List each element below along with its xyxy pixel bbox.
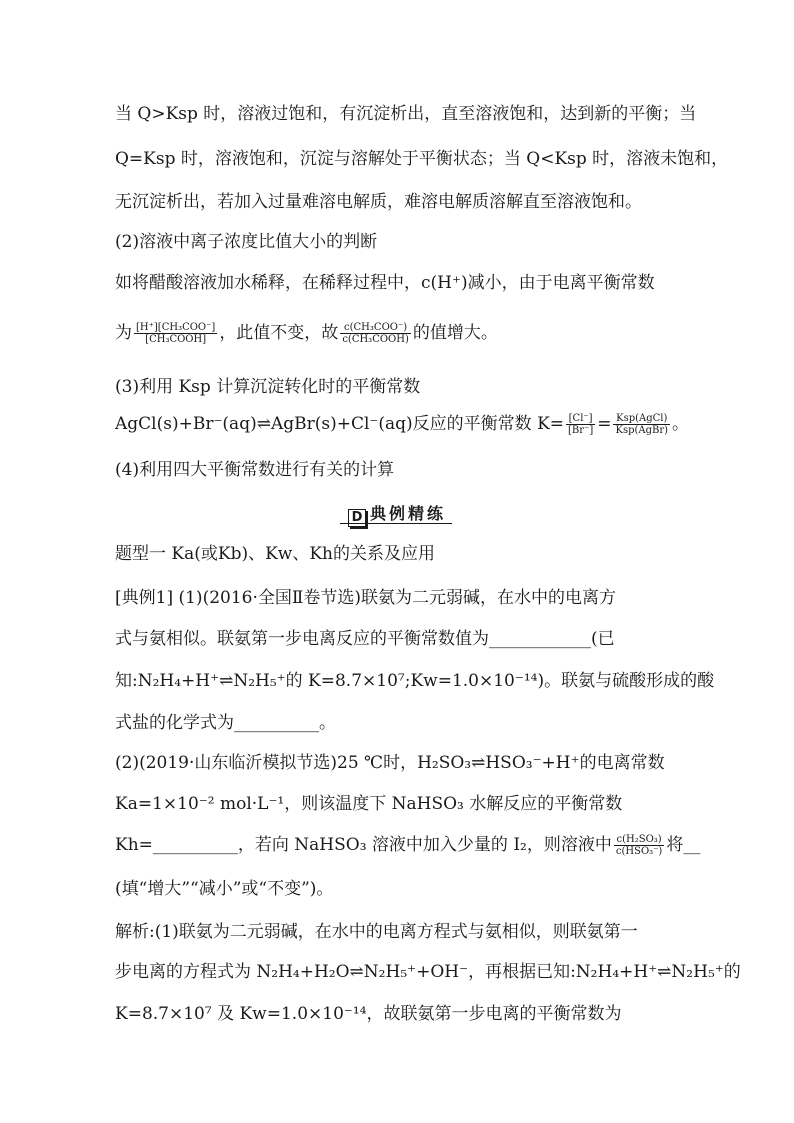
fraction bbox=[340, 322, 411, 345]
text-segment: ，此值不变，故 bbox=[219, 323, 339, 343]
d-box-icon: D bbox=[348, 509, 366, 527]
text-line: 式盐的化学式为__________。 bbox=[115, 713, 336, 733]
text-line: 题型一 Ka(或Kb)、Kw、Kh的关系及应用 bbox=[115, 544, 435, 564]
text-segment: 。 bbox=[672, 414, 690, 434]
text-line: K=8.7×10⁷ 及 Kw=1.0×10⁻¹⁴，故联氨第一步电离的平衡常数为 bbox=[115, 1004, 622, 1024]
heading-underline bbox=[340, 523, 452, 524]
section-title: 典例精练 bbox=[369, 504, 446, 523]
text-line: 如将醋酸溶液加水稀释，在稀释过程中，c(H⁺)减小，由于电离平衡常数 bbox=[115, 273, 655, 293]
text-line: (2)(2019·山东临沂模拟节选)25 ℃时，H₂SO₃⇌HSO₃⁻+H⁺的电离常数 bbox=[115, 753, 665, 773]
fraction bbox=[566, 413, 595, 436]
fraction bbox=[134, 322, 217, 345]
text-segment: Kh=__________，若向 NaHSO₃ 溶液中加入少量的 I₂，则溶液中 bbox=[115, 835, 612, 855]
text-line: (3)利用 Ksp 计算沉淀转化时的平衡常数 bbox=[115, 377, 421, 397]
text-segment: 为 bbox=[115, 323, 132, 343]
fraction-numerator: c(CH₃COO⁻) bbox=[340, 322, 411, 334]
text-line: Q=Ksp 时，溶液饱和，沉淀与溶解处于平衡状态；当 Q<Ksp 时，溶液未饱和， bbox=[115, 149, 729, 169]
text-segment: 将__ bbox=[666, 835, 701, 855]
text-line: (2)溶液中离子浓度比值大小的判断 bbox=[115, 232, 378, 252]
fraction-denominator: [Br⁻] bbox=[568, 425, 594, 436]
text-line: 式与氨相似。联氨第一步电离反应的平衡常数值为____________(已 bbox=[115, 629, 615, 649]
fraction-denominator: [CH₃COOH] bbox=[145, 334, 207, 345]
fraction-numerator: [H⁺][CH₃COO⁻] bbox=[136, 322, 216, 333]
text-line: Ka=1×10⁻² mol·L⁻¹，则该温度下 NaHSO₃ 水解反应的平衡常数 bbox=[115, 794, 623, 814]
text-line: 解析:(1)联氨为二元弱碱，在水中的电离方程式与氨相似，则联氨第一 bbox=[115, 922, 638, 942]
text-line: (4)利用四大平衡常数进行有关的计算 bbox=[115, 460, 395, 480]
text-line: 知:N₂H₄+H⁺⇌N₂H₅⁺的 K=8.7×10⁷;Kw=1.0×10⁻¹⁴)。联氨与硫酸形成的酸 bbox=[115, 671, 715, 691]
text-line-with-fraction bbox=[115, 834, 701, 857]
text-line: 当 Q>Ksp 时，溶液过饱和，有沉淀析出，直至溶液饱和，达到新的平衡；当 bbox=[115, 104, 697, 124]
text-line: 步电离的方程式为 N₂H₄+H₂O⇌N₂H₅⁺+OH⁻，再根据已知:N₂H₄+H⁺⇌N₂H₅⁺的 bbox=[115, 962, 741, 982]
text-line-with-fractions bbox=[115, 322, 684, 345]
fraction-numerator: [Cl⁻] bbox=[566, 413, 595, 425]
fraction-denominator: c(CH₃COOH) bbox=[342, 334, 409, 345]
text-segment: AgCl(s)+Br⁻(aq)⇌AgBr(s)+Cl⁻(aq)反应的平衡常数 K= bbox=[115, 414, 565, 434]
fraction-numerator: c(H₂SO₃) bbox=[614, 834, 664, 846]
text-line: 无沉淀析出，若加入过量难溶电解质，难溶电解质溶解直至溶液饱和。 bbox=[115, 192, 642, 212]
fraction bbox=[613, 413, 670, 436]
text-line-with-fractions bbox=[115, 413, 690, 436]
fraction-denominator: c(HSO₃⁻) bbox=[615, 846, 663, 857]
fraction-denominator: Ksp(AgBr) bbox=[615, 425, 669, 436]
text-line: [典例1] (1)(2016·全国Ⅱ卷节选)联氨为二元弱碱，在水中的电离方 bbox=[115, 588, 617, 608]
text-segment: 的值增大。 bbox=[412, 323, 498, 343]
text-segment: = bbox=[597, 414, 612, 434]
text-line: (填“增大”“减小”或“不变”)。 bbox=[115, 879, 334, 899]
fraction-numerator: Ksp(AgCl) bbox=[613, 413, 670, 425]
fraction bbox=[614, 834, 664, 857]
